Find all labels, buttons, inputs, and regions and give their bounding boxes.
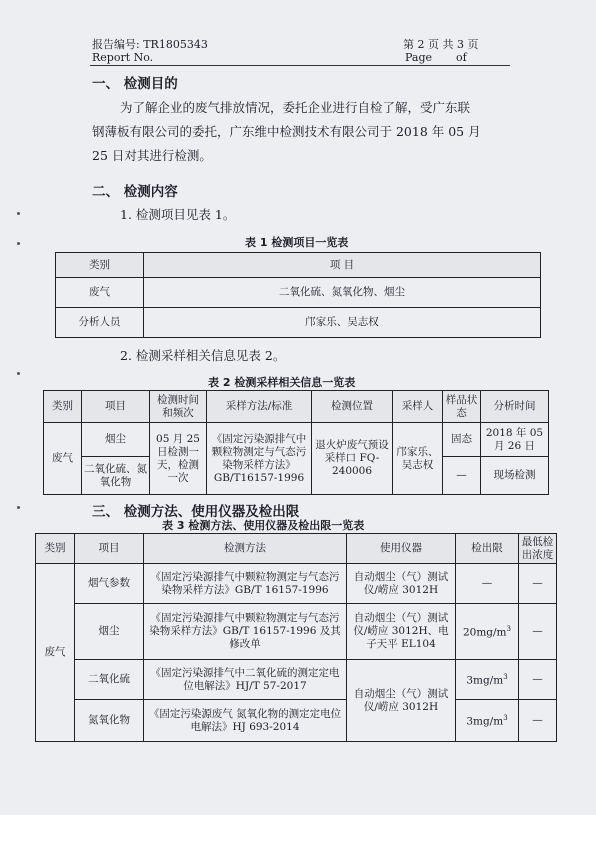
table2-method: 《固定污染源排气中颗粒物测定与气态污染物采样方法》GB/T16157-1996 [207,423,312,495]
table3-row3-item: 二氧化硫 [75,660,144,700]
table3-row3-min: — [519,660,557,700]
table3-row1-instrument: 自动烟尘（气）测试仪/崂应 3012H [347,564,456,604]
table3-header-method: 检测方法 [144,534,347,564]
table3-row1-min: — [519,564,557,604]
table3-row2-limit-value: 20mg/m [462,626,507,639]
table3-header-instrument: 使用仪器 [347,534,456,564]
table2-category: 废气 [44,423,82,495]
table3-header-limit: 检出限 [456,534,519,564]
table2-caption: 表 2 检测采样相关信息一览表 [208,376,356,389]
binding-hole-dot [17,242,20,245]
table3-row4-limit [456,700,519,742]
table3-category: 废气 [36,564,75,742]
table3-row2-item: 烟尘 [75,604,144,660]
table-row [36,700,557,742]
section2-item2: 2. 检测采样相关信息见表 2。 [120,348,286,363]
binding-hole-dot [17,372,20,375]
table3-header-category: 类别 [36,534,75,564]
table1-header-category: 类别 [56,253,144,278]
page-indicator-cn: 第 2 页 共 3 页 [403,38,479,51]
table3-row3-limit-value: 3mg/m [466,674,504,687]
table-row [36,564,557,604]
table2-header-state: 样品状态 [443,391,481,423]
table3 [35,533,557,742]
table3-row1-item: 烟气参数 [75,564,144,604]
table2-location: 退火炉废气预设采样口 FQ-240006 [312,423,393,495]
table1-row2-item: 邝家乐、吴志权 [144,308,541,338]
section2-title: 二、 检测内容 [92,184,178,200]
section3-title: 三、 检测方法、使用仪器及检出限 [92,504,300,520]
table2-row2-item: 二氧化硫、氮氧化物 [82,457,150,495]
table1-caption: 表 1 检测项目一览表 [245,236,349,249]
report-number-cn: 报告编号: TR1805343 [92,38,208,51]
table1 [55,252,541,338]
table3-row4-limit-sup: 3 [503,714,508,723]
table2-row2-state: — [443,457,481,495]
table3-row4-method: 《固定污染源废气 氮氧化物的测定定电位电解法》HJ 693-2014 [144,700,347,742]
table2-header-sampler: 采样人 [393,391,443,423]
table3-row3-limit-sup: 3 [503,673,508,682]
table3-row2-method: 《固定污染源排气中颗粒物测定与气态污染物采样方法》GB/T 16157-1996 及其修改单 [144,604,347,660]
table3-row2-limit-sup: 3 [506,625,511,634]
table2-sampler: 邝家乐、吴志权 [393,423,443,495]
section1-title: 一、 检测目的 [92,76,178,92]
table3-row4-limit-value: 3mg/m [466,715,504,728]
table3-row4-item: 氮氧化物 [75,700,144,742]
table2-row1-state: 固态 [443,423,481,457]
table3-row1-method: 《固定污染源排气中颗粒物测定与气态污染物采样方法》GB/T 16157-1996 [144,564,347,604]
table2-header-item: 项目 [82,391,150,423]
table2-row1-time: 2018 年 05 月 26 日 [481,423,549,457]
table3-header-min-concentration: 最低检出浓度 [519,534,557,564]
table3-caption: 表 3 检测方法、使用仪器及检出限一览表 [162,519,365,532]
table3-row1-limit: — [456,564,519,604]
binding-hole-dot [17,506,20,509]
section1-line2: 钢薄板有限公司的委托，广东维中检测技术有限公司于 2018 年 05 月 [92,124,481,139]
table2-header-analysis-time: 分析时间 [481,391,549,423]
table3-row3-instrument: 自动烟尘（气）测试仪/崂应 3012H [347,660,456,742]
table2-header-category: 类别 [44,391,82,423]
page-indicator-page: Page [405,51,433,64]
table3-row3-limit [456,660,519,700]
table2-header-method: 采样方法/标准 [207,391,312,423]
table2-time: 05 月 25 日检测一天，检测一次 [150,423,207,495]
page-indicator-of: of [456,51,467,64]
table-row [36,660,557,700]
table3-header-item: 项目 [75,534,144,564]
table2-header-time: 检测时间和频次 [150,391,207,423]
section1-line3: 25 日对其进行检测。 [92,148,212,163]
report-number-en: Report No. [92,51,154,64]
table3-row2-instrument: 自动烟尘（气）测试仪/崂应 3012H、电子天平 EL104 [347,604,456,660]
table-row [36,604,557,660]
table2-row1-item: 烟尘 [82,423,150,457]
table1-row1-category: 废气 [56,278,144,308]
table3-row3-method: 《固定污染源排气中二氧化硫的测定定电位电解法》HJ/T 57-2017 [144,660,347,700]
table1-header-item: 项 目 [144,253,541,278]
table3-row4-min: — [519,700,557,742]
table1-row2-category: 分析人员 [56,308,144,338]
binding-hole-dot [17,212,20,215]
table2-row2-time: 现场检测 [481,457,549,495]
table2 [43,390,549,495]
section2-item1: 1. 检测项目见表 1。 [120,207,236,222]
header-rule [90,65,510,66]
section1-line1: 为了解企业的废气排放情况，委托企业进行自检了解，受广东联 [120,100,471,115]
table3-row2-limit [456,604,519,660]
table1-row1-item: 二氧化硫、氮氧化物、烟尘 [144,278,541,308]
table2-header-location: 检测位置 [312,391,393,423]
table3-row2-min: — [519,604,557,660]
